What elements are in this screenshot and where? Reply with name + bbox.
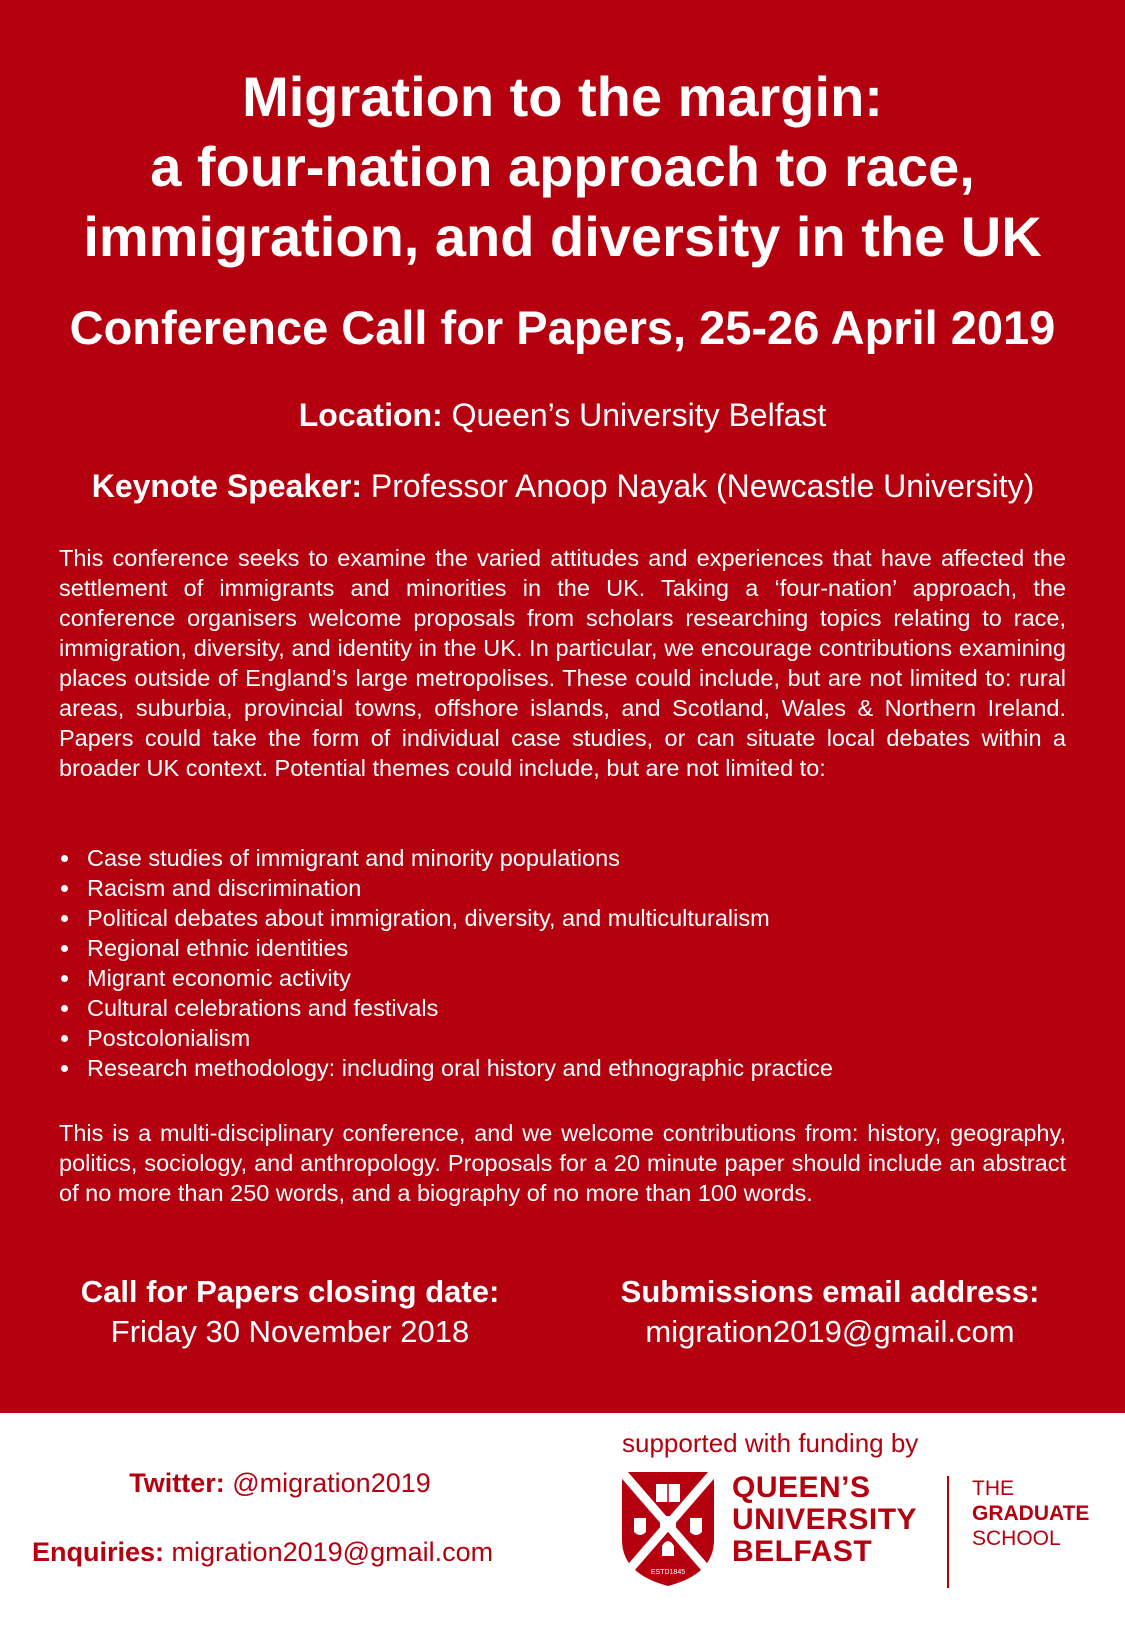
qub-crest-icon — [620, 1470, 716, 1588]
location-label: Location: — [298, 397, 443, 433]
submissions-email-link[interactable]: migration2019@gmail.com — [645, 1314, 1015, 1349]
list-item: Cultural celebrations and festivals — [59, 993, 833, 1023]
graduate-school-logo-text — [972, 1476, 1089, 1551]
title-line-1: Migration to the margin: — [242, 65, 883, 128]
closing-date-value: Friday 30 November 2018 — [110, 1314, 470, 1349]
enquiries-label: Enquiries: — [32, 1537, 165, 1567]
list-item: Research methodology: including oral history and ethnographic practice — [59, 1053, 833, 1083]
list-item: Migrant economic activity — [59, 963, 833, 993]
list-item: Regional ethnic identities — [59, 933, 833, 963]
logo-divider — [947, 1476, 949, 1588]
themes-list — [59, 843, 833, 1083]
enquiries-email-link[interactable]: migration2019@gmail.com — [171, 1537, 494, 1567]
list-item: Racism and discrimination — [59, 873, 833, 903]
footer-panel — [0, 1413, 1125, 1625]
intro-paragraph: This conference seeks to examine the varied attitudes and experiences that have affected the settlement of immigrants and minorities in the UK. Taking a ‘four-nation’ approach, the conference organisers welcome proposals from scholars researching topics relating to race, immigration, diversity, and identity in the UK. In particular, we encourage contributions examining places outside of England’s large metropolises. These could include, but are not limited to: rural areas, suburbia, provincial towns, offshore islands, and Scotland, Wales & Northern Ireland. Papers could take the form of individual case studies, or can situate local debates within a broader UK context. Potential themes could include, but are not limited to: — [59, 545, 1066, 781]
twitter-handle-link[interactable]: @migration2019 — [232, 1468, 431, 1498]
list-item: Case studies of immigrant and minority populations — [59, 843, 833, 873]
qub-line-2: UNIVERSITY — [732, 1503, 918, 1536]
grad-line-1: THE — [972, 1477, 1014, 1500]
keynote-label: Keynote Speaker: — [91, 468, 363, 504]
enquiries-line — [32, 1537, 493, 1568]
qub-logo-text — [732, 1472, 917, 1568]
grad-line-3: SCHOOL — [972, 1527, 1061, 1550]
funding-text: supported with funding by — [622, 1428, 919, 1458]
twitter-label: Twitter: — [129, 1468, 225, 1498]
qub-line-1: QUEEN’S — [732, 1471, 871, 1504]
keynote-value: Professor Anoop Nayak (Newcastle University) — [370, 468, 1035, 504]
closing-date-block — [40, 1272, 540, 1352]
conference-subtitle: Conference Call for Papers, 25-26 April 2019 — [69, 301, 1056, 354]
title-line-3: immigration, and diversity in the UK — [83, 205, 1042, 268]
closing-date-label: Call for Papers closing date: — [80, 1274, 500, 1309]
keynote-line — [58, 465, 1068, 507]
location-line — [0, 394, 1125, 436]
qub-line-3: BELFAST — [732, 1535, 873, 1568]
grad-line-2: GRADUATE — [972, 1502, 1090, 1525]
crest-motto: ESTD1845 — [650, 1569, 686, 1576]
conference-title — [0, 62, 1125, 272]
submissions-block — [580, 1272, 1080, 1352]
title-line-2: a four-nation approach to race, — [150, 135, 975, 198]
twitter-line — [80, 1468, 480, 1499]
outro-paragraph: This is a multi-disciplinary conference, and we welcome contributions from: history, geography, politics, sociology, and anthropology. Proposals for a 20 minute paper should include an abstract of no more than 250 words, and a biography of no more than 100 words. — [59, 1120, 1066, 1206]
location-value: Queen’s University Belfast — [451, 397, 827, 433]
list-item: Postcolonialism — [59, 1023, 833, 1053]
submissions-label: Submissions email address: — [620, 1274, 1040, 1309]
list-item: Political debates about immigration, diversity, and multiculturalism — [59, 903, 833, 933]
